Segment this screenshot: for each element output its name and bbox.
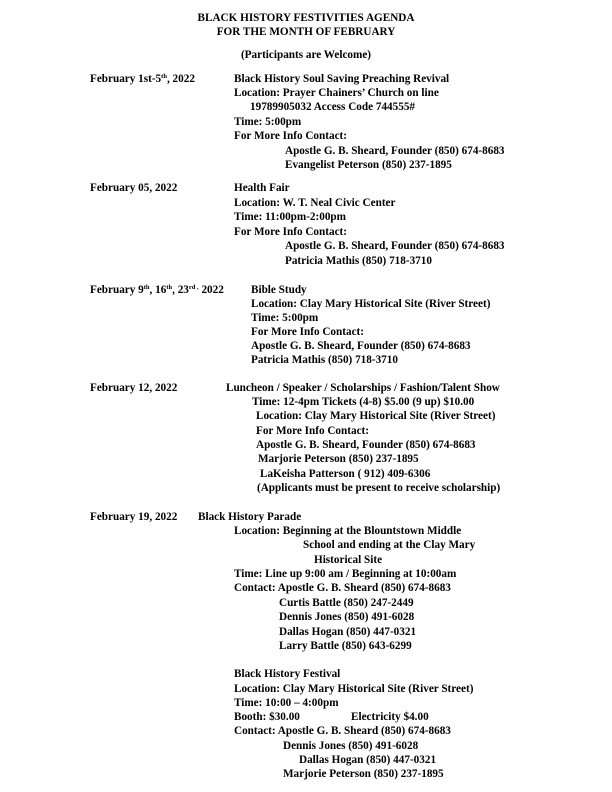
event-title: Health Fair — [234, 182, 290, 194]
contact-line: Curtis Battle (850) 247-2449 — [279, 597, 414, 609]
event-date: February 12, 2022 — [90, 382, 178, 394]
contact-line: Contact: Apostle G. B. Sheard (850) 674-8683 — [234, 725, 451, 737]
event-location: Location: W. T. Neal Civic Center — [234, 197, 396, 209]
contact-line: Apostle G. B. Sheard, Founder (850) 674-8683 — [251, 340, 471, 352]
contact-line: Larry Battle (850) 643-6299 — [279, 640, 412, 652]
contact-line: Marjorie Peterson (850) 237-1895 — [258, 453, 419, 465]
event-location: Location: Beginning at the Blountstown Middle — [234, 525, 462, 537]
event-title: Bible Study — [251, 284, 307, 296]
contact-line: Dallas Hogan (850) 447-0321 — [279, 626, 417, 638]
event-time: Time: 12-4pm Tickets (4-8) $5.00 (9 up) $10.00 — [252, 396, 475, 408]
contact-label: For More Info Contact: — [234, 226, 347, 238]
event-time: Time: 10:00 – 4:00pm — [234, 697, 339, 709]
contact-label: For More Info Contact: — [251, 326, 364, 338]
contact-line: LaKeisha Patterson ( 912) 409-6306 — [260, 468, 431, 480]
event-location-line: 19789905032 Access Code 744555# — [250, 101, 416, 113]
event-date: February 19, 2022 — [90, 511, 178, 523]
contact-line: Marjorie Peterson (850) 237-1895 — [283, 768, 444, 780]
title-line-1: BLACK HISTORY FESTIVITIES AGENDA — [197, 12, 415, 24]
event-title: Black History Parade — [198, 511, 302, 523]
event-location: Location: Prayer Chainers’ Church on line — [234, 87, 439, 99]
event-location: Location: Clay Mary Historical Site (River Street) — [251, 298, 491, 310]
event-time: Time: 5:00pm — [251, 312, 319, 324]
event-title: Black History Soul Saving Preaching Revival — [234, 73, 450, 85]
electricity-fee: Electricity $4.00 — [351, 711, 429, 723]
contact-line: Apostle G. B. Sheard, Founder (850) 674-8683 — [285, 240, 505, 252]
contact-line: Contact: Apostle G. B. Sheard (850) 674-8683 — [234, 582, 451, 594]
contact-label: For More Info Contact: — [256, 425, 369, 437]
booth-fee: Booth: $30.00 — [234, 711, 300, 723]
event-location: Location: Clay Mary Historical Site (River Street) — [256, 410, 496, 422]
contact-line: Dennis Jones (850) 491-6028 — [279, 611, 415, 623]
event-date: February 1st-5th, 2022 — [90, 73, 195, 85]
contact-line: Patricia Mathis (850) 718-3710 — [251, 354, 398, 366]
event-location: Location: Clay Mary Historical Site (River Street) — [234, 683, 474, 695]
event-date: February 05, 2022 — [90, 182, 178, 194]
event-title: Black History Festival — [234, 668, 341, 680]
contact-line: Dennis Jones (850) 491-6028 — [283, 740, 419, 752]
event-note: (Applicants must be present to receive scholarship) — [257, 482, 501, 494]
event-time: Time: 11:00pm-2:00pm — [234, 211, 346, 223]
subtitle: (Participants are Welcome) — [240, 49, 372, 61]
event-time: Time: Line up 9:00 am / Beginning at 10:00am — [234, 568, 457, 580]
contact-line: Evangelist Peterson (850) 237-1895 — [285, 159, 452, 171]
contact-line: Patricia Mathis (850) 718-3710 — [285, 255, 432, 267]
event-date: February 9th, 16th, $23^{rd ,}$ 2022 — [90, 284, 224, 296]
event-time: Time: 5:00pm — [234, 116, 302, 128]
contact-line: Apostle G. B. Sheard, Founder (850) 674-8683 — [256, 439, 476, 451]
contact-line: Dallas Hogan (850) 447-0321 — [299, 754, 437, 766]
event-location-line: School and ending at the Clay Mary — [303, 539, 476, 551]
contact-label: For More Info Contact: — [234, 130, 347, 142]
contact-line: Apostle G. B. Sheard, Founder (850) 674-8683 — [285, 145, 505, 157]
event-title: Luncheon / Speaker / Scholarships / Fashion/Talent Show — [226, 382, 500, 394]
title-line-2: FOR THE MONTH OF FEBRUARY — [216, 26, 396, 38]
event-location-line: Historical Site — [314, 554, 383, 566]
